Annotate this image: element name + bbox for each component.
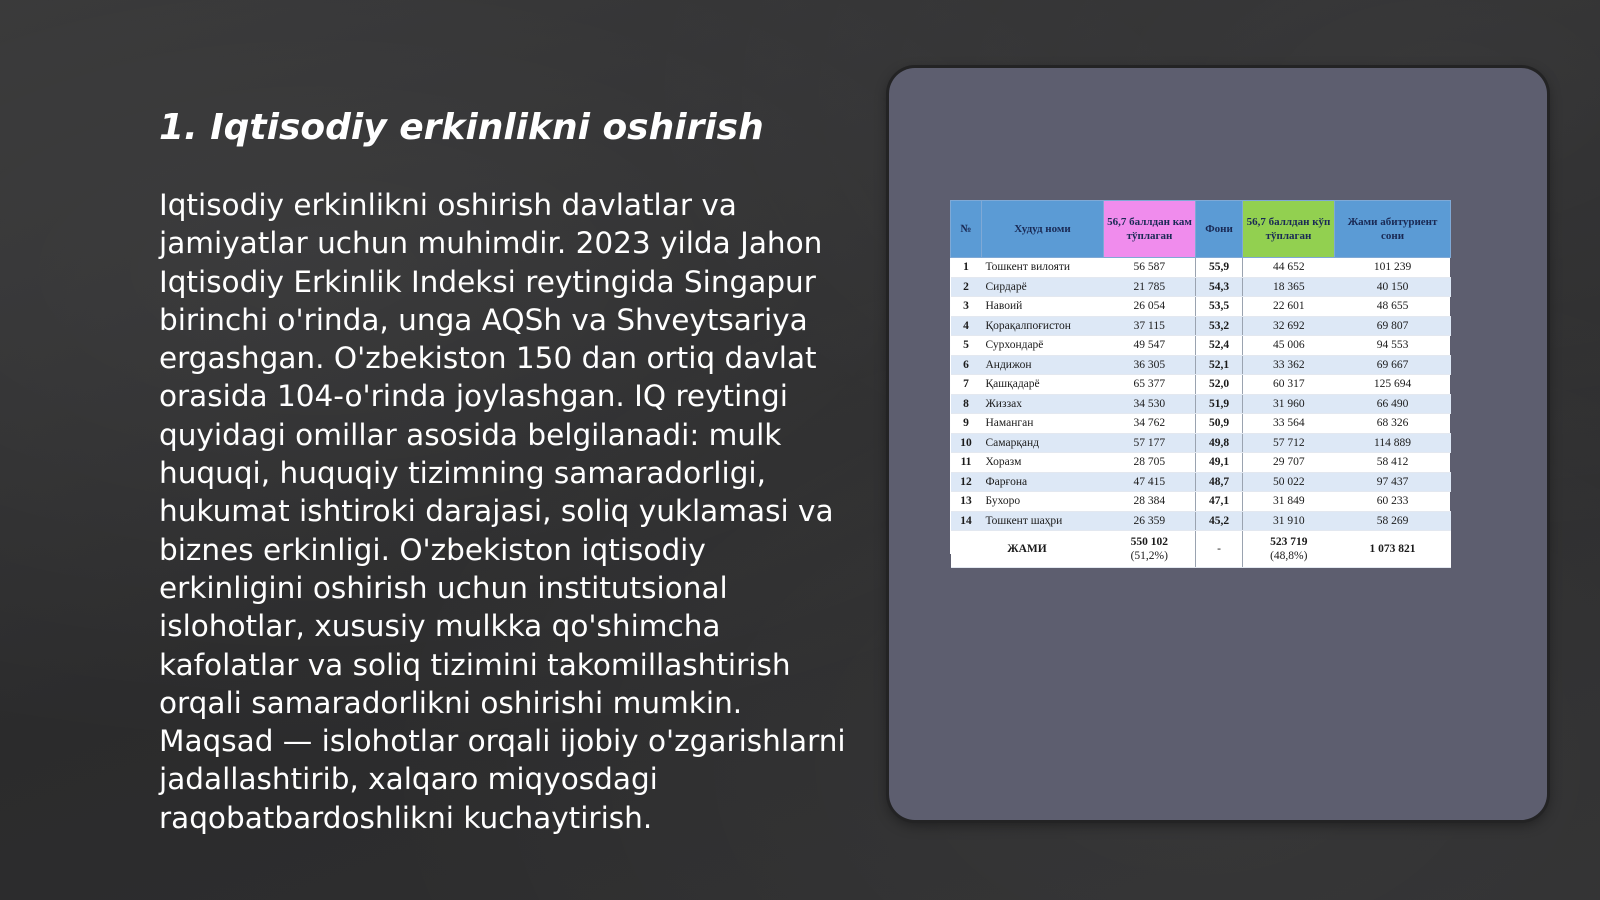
cell-below: 37 115 bbox=[1104, 316, 1196, 336]
total-above-value: 523 719 bbox=[1270, 536, 1308, 548]
table-row bbox=[951, 316, 1451, 336]
cell-above: 22 601 bbox=[1243, 297, 1335, 317]
cell-total: 68 326 bbox=[1335, 414, 1451, 434]
cell-background: 45,2 bbox=[1196, 511, 1243, 531]
cell-number: 6 bbox=[951, 355, 982, 375]
cell-number: 2 bbox=[951, 277, 982, 297]
table-row bbox=[951, 472, 1451, 492]
cell-above: 57 712 bbox=[1243, 433, 1335, 453]
cell-total: 58 412 bbox=[1335, 453, 1451, 473]
cell-total: 69 807 bbox=[1335, 316, 1451, 336]
cell-background: 47,1 bbox=[1196, 492, 1243, 512]
cell-below: 34 530 bbox=[1104, 394, 1196, 414]
cell-below: 21 785 bbox=[1104, 277, 1196, 297]
header-total-applicants: Жами абитуриент сони bbox=[1335, 201, 1451, 258]
cell-total: 58 269 bbox=[1335, 511, 1451, 531]
cell-below: 56 587 bbox=[1104, 258, 1196, 278]
cell-number: 5 bbox=[951, 336, 982, 356]
cell-background: 52,4 bbox=[1196, 336, 1243, 356]
cell-below: 26 359 bbox=[1104, 511, 1196, 531]
total-above bbox=[1243, 531, 1335, 568]
cell-total: 97 437 bbox=[1335, 472, 1451, 492]
cell-above: 31 910 bbox=[1243, 511, 1335, 531]
table-row bbox=[951, 375, 1451, 395]
cell-below: 65 377 bbox=[1104, 375, 1196, 395]
cell-below: 47 415 bbox=[1104, 472, 1196, 492]
cell-region: Фарғона bbox=[982, 472, 1104, 492]
cell-above: 45 006 bbox=[1243, 336, 1335, 356]
cell-total: 40 150 bbox=[1335, 277, 1451, 297]
cell-number: 9 bbox=[951, 414, 982, 434]
cell-total: 60 233 bbox=[1335, 492, 1451, 512]
cell-total: 66 490 bbox=[1335, 394, 1451, 414]
total-above-percent: (48,8%) bbox=[1270, 550, 1308, 562]
cell-number: 3 bbox=[951, 297, 982, 317]
table-total-row bbox=[951, 531, 1451, 568]
cell-region: Самарқанд bbox=[982, 433, 1104, 453]
cell-region: Сурхондарё bbox=[982, 336, 1104, 356]
cell-above: 31 960 bbox=[1243, 394, 1335, 414]
cell-number: 11 bbox=[951, 453, 982, 473]
cell-region: Андижон bbox=[982, 355, 1104, 375]
cell-above: 31 849 bbox=[1243, 492, 1335, 512]
cell-background: 53,2 bbox=[1196, 316, 1243, 336]
cell-below: 57 177 bbox=[1104, 433, 1196, 453]
cell-below: 49 547 bbox=[1104, 336, 1196, 356]
table-header-row bbox=[951, 201, 1451, 258]
statistics-table bbox=[950, 200, 1451, 568]
cell-background: 53,5 bbox=[1196, 297, 1243, 317]
cell-below: 26 054 bbox=[1104, 297, 1196, 317]
header-number: № bbox=[951, 201, 982, 258]
header-below-threshold: 56,7 баллдан кам тўплаган bbox=[1104, 201, 1196, 258]
cell-above: 50 022 bbox=[1243, 472, 1335, 492]
cell-number: 4 bbox=[951, 316, 982, 336]
cell-number: 12 bbox=[951, 472, 982, 492]
body-text: Iqtisodiy erkinlikni oshirish davlatlar va jamiyatlar uchun muhimdir. 2023 yilda Jahon Iqtisodiy Erkinlik Indeksi reytingida Singapur birinchi o'rinda, unga AQSh va Shveytsariya ergashgan. O'zbekiston 150 dan ortiq davlat orasida 104-o'rinda joylashgan. IQ reytingi quyidagi omillar asosida belgilanadi: mulk huquqi, huquqiy tizimning samaradorligi, hukumat ishtiroki darajasi, soliq yuklamasi va biznes erkinligi. O'zbekiston iqtisodiy erkinligini oshirish uchun institutsional islohotlar, xususiy mulkka qo'shimcha kafolatlar va soliq tizimini takomillashtirish orqali samaradorlikni oshirishi mumkin. Maqsad — islohotlar orqali ijobiy o'zgarishlarni jadallashtirib, xalqaro miqyosdagi raqobatbardoshlikni kuchaytirish. bbox=[159, 188, 846, 835]
cell-above: 32 692 bbox=[1243, 316, 1335, 336]
total-applicants: 1 073 821 bbox=[1335, 531, 1451, 568]
table-row bbox=[951, 433, 1451, 453]
total-label: ЖАМИ bbox=[951, 531, 1104, 568]
table-body bbox=[951, 258, 1451, 531]
table-row bbox=[951, 355, 1451, 375]
slide-title: 1. Iqtisodiy erkinlikni oshirish bbox=[159, 107, 764, 148]
total-below-value: 550 102 bbox=[1130, 536, 1168, 548]
table-row bbox=[951, 453, 1451, 473]
cell-region: Жиззах bbox=[982, 394, 1104, 414]
cell-number: 8 bbox=[951, 394, 982, 414]
cell-background: 51,9 bbox=[1196, 394, 1243, 414]
header-background: Фони bbox=[1196, 201, 1243, 258]
cell-background: 50,9 bbox=[1196, 414, 1243, 434]
cell-total: 94 553 bbox=[1335, 336, 1451, 356]
cell-region: Қорақалпоғистон bbox=[982, 316, 1104, 336]
image-panel bbox=[889, 68, 1547, 820]
cell-number: 1 bbox=[951, 258, 982, 278]
cell-region: Тошкент вилояти bbox=[982, 258, 1104, 278]
cell-number: 7 bbox=[951, 375, 982, 395]
table-row bbox=[951, 414, 1451, 434]
cell-above: 29 707 bbox=[1243, 453, 1335, 473]
cell-above: 18 365 bbox=[1243, 277, 1335, 297]
statistics-table-image bbox=[950, 200, 1450, 562]
cell-total: 114 889 bbox=[1335, 433, 1451, 453]
cell-background: 54,3 bbox=[1196, 277, 1243, 297]
cell-number: 10 bbox=[951, 433, 982, 453]
cell-background: 52,0 bbox=[1196, 375, 1243, 395]
cell-above: 44 652 bbox=[1243, 258, 1335, 278]
table-row bbox=[951, 258, 1451, 278]
cell-above: 60 317 bbox=[1243, 375, 1335, 395]
cell-below: 34 762 bbox=[1104, 414, 1196, 434]
cell-region: Тошкент шаҳри bbox=[982, 511, 1104, 531]
cell-total: 69 667 bbox=[1335, 355, 1451, 375]
table-row bbox=[951, 297, 1451, 317]
header-region: Худуд номи bbox=[982, 201, 1104, 258]
table-row bbox=[951, 336, 1451, 356]
cell-region: Навоий bbox=[982, 297, 1104, 317]
total-background: - bbox=[1196, 531, 1243, 568]
cell-number: 13 bbox=[951, 492, 982, 512]
cell-region: Қашқадарё bbox=[982, 375, 1104, 395]
table-row bbox=[951, 277, 1451, 297]
table-row bbox=[951, 492, 1451, 512]
total-below bbox=[1104, 531, 1196, 568]
cell-above: 33 564 bbox=[1243, 414, 1335, 434]
cell-below: 28 705 bbox=[1104, 453, 1196, 473]
cell-total: 101 239 bbox=[1335, 258, 1451, 278]
cell-region: Бухоро bbox=[982, 492, 1104, 512]
cell-total: 125 694 bbox=[1335, 375, 1451, 395]
header-above-threshold: 56,7 баллдан кўп тўплаган bbox=[1243, 201, 1335, 258]
cell-background: 49,8 bbox=[1196, 433, 1243, 453]
table-row bbox=[951, 394, 1451, 414]
cell-region: Наманган bbox=[982, 414, 1104, 434]
cell-region: Хоразм bbox=[982, 453, 1104, 473]
cell-background: 55,9 bbox=[1196, 258, 1243, 278]
total-below-percent: (51,2%) bbox=[1130, 550, 1168, 562]
cell-background: 49,1 bbox=[1196, 453, 1243, 473]
cell-below: 28 384 bbox=[1104, 492, 1196, 512]
cell-background: 52,1 bbox=[1196, 355, 1243, 375]
table-row bbox=[951, 511, 1451, 531]
cell-below: 36 305 bbox=[1104, 355, 1196, 375]
cell-total: 48 655 bbox=[1335, 297, 1451, 317]
cell-above: 33 362 bbox=[1243, 355, 1335, 375]
cell-number: 14 bbox=[951, 511, 982, 531]
cell-region: Сирдарё bbox=[982, 277, 1104, 297]
cell-background: 48,7 bbox=[1196, 472, 1243, 492]
